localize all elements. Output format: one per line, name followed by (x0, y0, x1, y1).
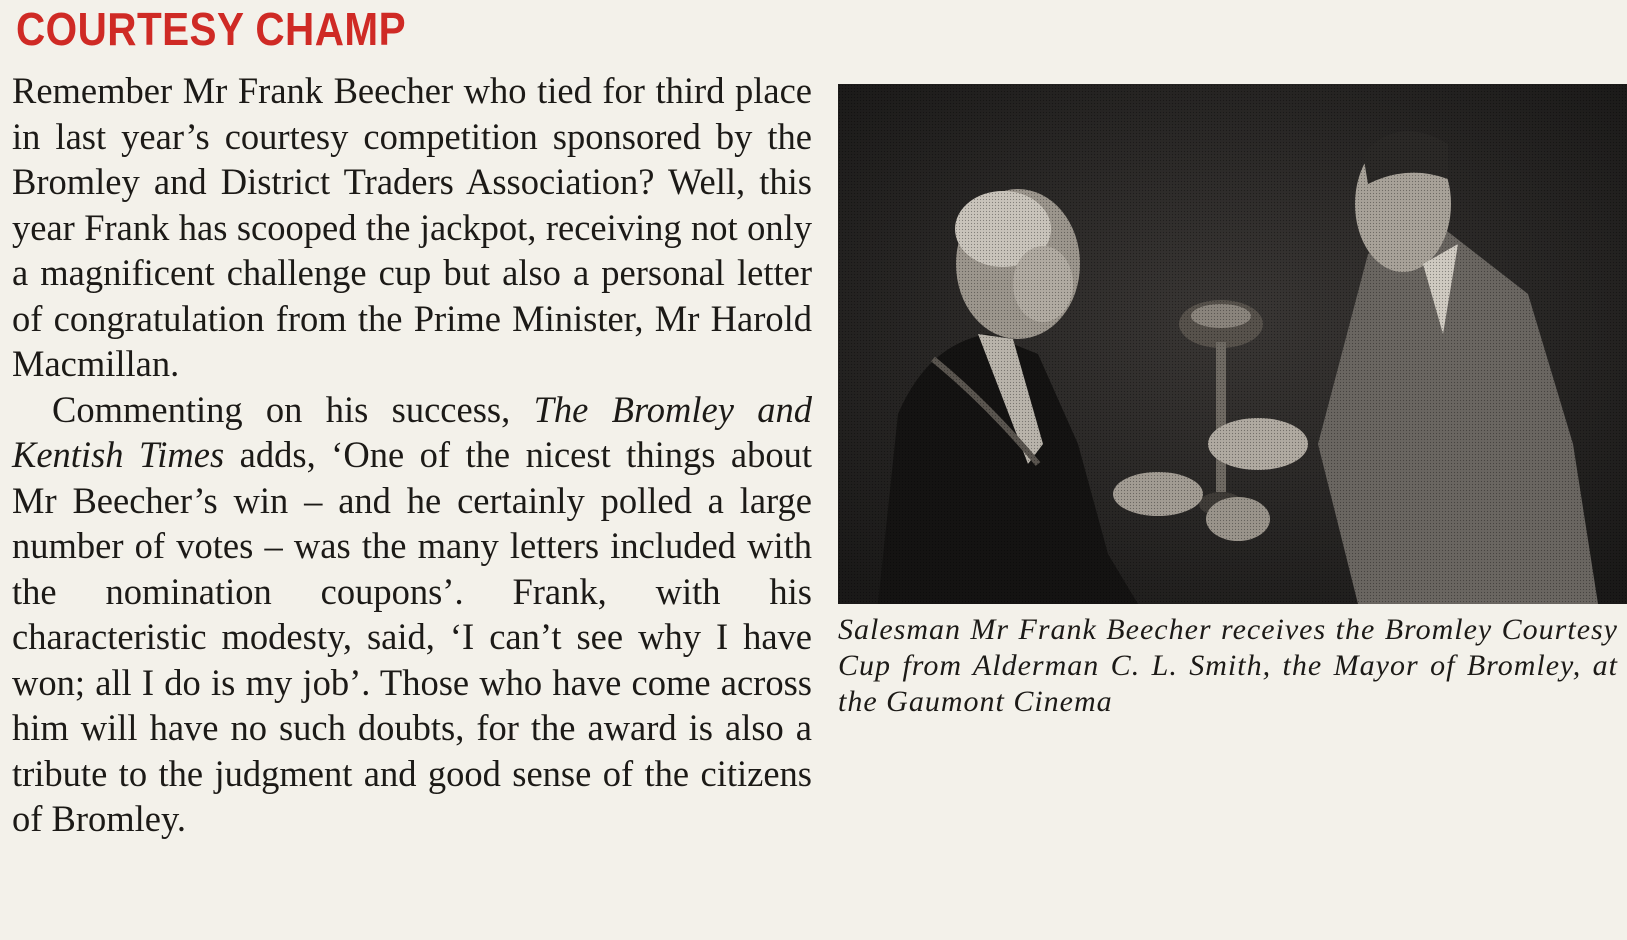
article-body (12, 68, 812, 842)
paragraph-2-lead: Commenting on his success, (52, 388, 534, 430)
publication-title: The Bromley and Kentish Times (12, 388, 813, 475)
photo-illustration (838, 84, 1627, 604)
photo-caption: Salesman Mr Frank Beecher receives the Bromley Courtesy Cup from Alderman C. L. Smith, the Mayor of Bromley, at the Gaumont Cinema (838, 613, 1618, 718)
article-paragraph-2 (12, 387, 812, 842)
paragraph-2-rest: adds, ‘One of the nicest things about Mr Beecher’s win – and he certainly polled a large number of votes – was the many letters included with the nomination coupons’. Frank, with his characteristic modesty, said, ‘I can’t see why I have won; all I do is my job’. Those who have come across him will have no such doubts, for the award is also a tribute to the judgment and good sense of the citizens of Bromley. (12, 434, 812, 839)
news-photo (838, 84, 1627, 604)
article-paragraph-1: Remember Mr Frank Beecher who tied for third place in last year’s courtesy competition sponsored by the Bromley and District Traders Association? Well, this year Frank has scooped the jackpot, receiving not only a magnificent challenge cup but also a personal letter of congratulation from the Prime Minister, Mr Harold Macmillan. (12, 70, 812, 384)
headline: COURTESY CHAMP (16, 3, 407, 55)
